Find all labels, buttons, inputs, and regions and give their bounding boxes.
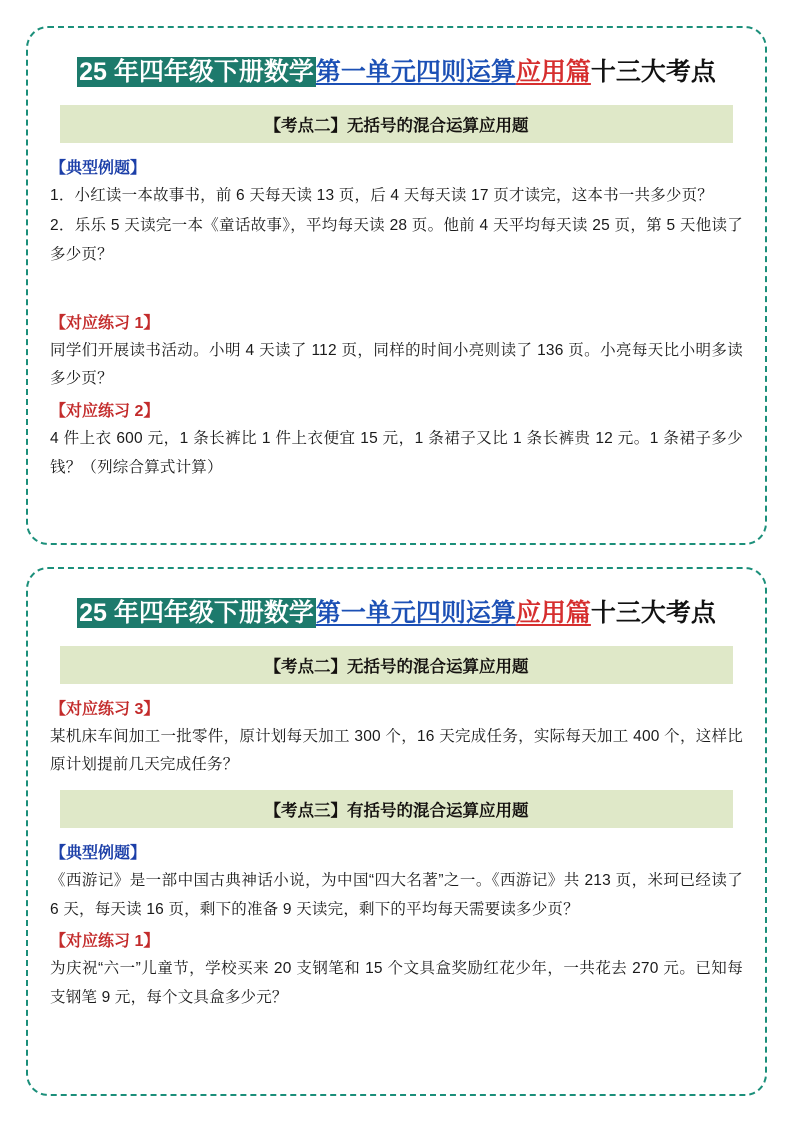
- label-practice-1-card2: 【对应练习 1】: [50, 933, 160, 951]
- spacer: [50, 782, 743, 790]
- practice-1-text: 同学们开展读书活动。小明 4 天读了 112 页，同样的时间小亮则读了 136 页。小亮每天比小明多读多少页？: [50, 341, 743, 388]
- title-segment-highlight: 25 年四年级下册数学: [79, 58, 314, 86]
- practice-3-text: 某机床车间加工一批零件，原计划每天加工 300 个，16 天完成任务，实际每天加工 400 个，这样比原计划提前几天完成任务？: [50, 727, 743, 774]
- label-practice-3: 【对应练习 3】: [50, 700, 160, 718]
- label-practice-1: 【对应练习 1】: [50, 314, 160, 332]
- section-bar-point-three: 【考点三】有括号的混合运算应用题: [60, 790, 733, 828]
- title-segment-application: 应用篇: [515, 58, 591, 86]
- title-segment-highlight-2: 25 年四年级下册数学: [79, 599, 314, 628]
- worksheet-card-2: [26, 567, 767, 1096]
- label-typical-example: 【典型例题】: [50, 159, 147, 177]
- label-practice-2: 【对应练习 2】: [50, 402, 160, 420]
- title-segment-unit: 第一单元四则运算: [315, 58, 516, 86]
- label-typical-example-2: 【典型例题】: [50, 844, 147, 862]
- page-title-2: [50, 597, 743, 630]
- title-segment-application-2: 应用篇: [515, 599, 591, 628]
- title-segment-unit-2: 第一单元四则运算: [315, 599, 516, 628]
- page-title: [50, 56, 743, 89]
- example-text-2: 《西游记》是一部中国古典神话小说，为中国“四大名著”之一。《西游记》共 213 页，米珂已经读了 6 天，每天读 16 页，剩下的准备 9 天读完，剩下的平均每天需要读多少页？: [50, 871, 743, 918]
- example-item-2: 2．乐乐 5 天读完一本《童话故事》，平均每天读 28 页。他前 4 天平均每天读 25 页，第 5 天他读了多少页？: [50, 217, 743, 263]
- section-bar-point-two: 【考点二】无括号的混合运算应用题: [60, 105, 733, 143]
- practice-1-text-card2: 为庆祝“六一”儿童节，学校买来 20 支钢笔和 15 个文具盒奖励红花少年，一共花去 270 元。已知每支钢笔 9 元，每个文具盒多少元？: [50, 960, 743, 1006]
- section-bar-point-two-2: 【考点二】无括号的混合运算应用题: [60, 646, 733, 684]
- practice-2-text: 4 件上衣 600 元，1 条长裤比 1 件上衣便宜 15 元，1 条裙子又比 1 条长裤贵 12 元。1 条裙子多少钱？（列综合算式计算）: [50, 429, 743, 476]
- title-segment-points-2: 十三大考点: [590, 599, 716, 628]
- worksheet-card-1: [26, 26, 767, 545]
- spacer: [50, 272, 743, 306]
- example-item-1: 1．小红读一本故事书，前 6 天每天读 13 页，后 4 天每天读 17 页才读完，这本书一共多少页？: [50, 186, 713, 204]
- title-segment-points: 十三大考点: [590, 58, 716, 86]
